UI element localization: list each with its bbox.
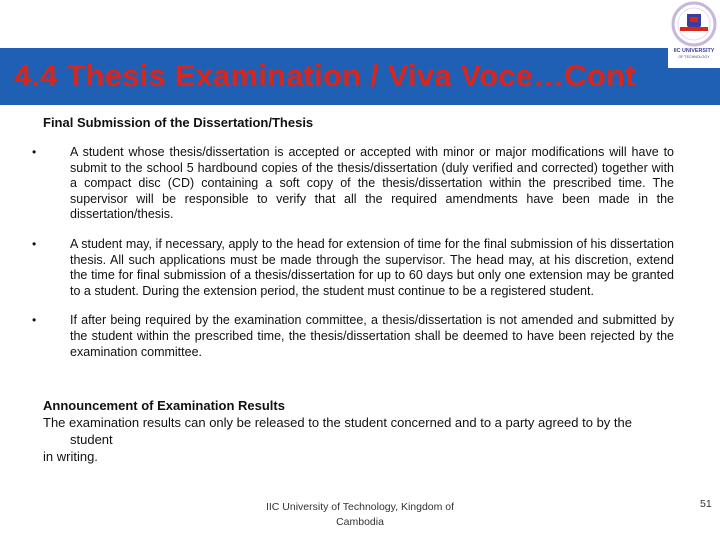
bullet-text: A student may, if necessary, apply to the head for extension of time for the final submission of his dissertation thesis. All such applications must be made through the supervisor. The head may, at his discretion, extend the time for final submission of a thesis/dissertation for up to 60 days but only one extension may be granted to a student. During the extension period, the student must continue to be a registered student. (70, 236, 674, 298)
bullet-icon: • (32, 145, 37, 159)
list-item (28, 313, 674, 360)
announcement-body-end: in writing. (43, 449, 98, 464)
list-item (28, 145, 674, 223)
list-item (28, 237, 674, 299)
svg-text:OF TECHNOLOGY: OF TECHNOLOGY (678, 55, 710, 59)
bullet-text: If after being required by the examination committee, a thesis/dissertation is not amended and submitted by the student within the prescribed time, the thesis/dissertation shall be deemed to have been rejected by the examination committee. (70, 313, 674, 359)
slide-title: 4.4 Thesis Examination / Viva Voce…Cont (14, 58, 636, 93)
announcement-block (43, 397, 673, 465)
announcement-body: The examination results can only be released to the student concerned and to a party agreed to by the student (43, 415, 632, 447)
title-bar (0, 48, 720, 105)
bullet-icon: • (32, 313, 37, 328)
bullet-list (28, 145, 674, 374)
slide-footer: IIC University of Technology, Kingdom of Cambodia (265, 501, 455, 528)
bullet-text: A student whose thesis/dissertation is accepted or accepted with minor or major modifications will have to submit to the school 5 hardbound copies of the thesis/dissertation (duly verified and corrected) together with a compact disc (CD) containing a soft copy of the thesis/dissertation within the prescribed time. The supervisor will be responsible to verify that all the required amendments have been made in the dissertation/thesis. (70, 145, 674, 222)
bullet-icon: • (32, 236, 37, 251)
announcement-heading: Announcement of Examination Results (43, 398, 285, 413)
university-logo (668, 0, 720, 68)
page-number: 51 (700, 498, 712, 510)
svg-text:IIC UNIVERSITY: IIC UNIVERSITY (673, 48, 715, 54)
section-heading: Final Submission of the Dissertation/Thesis (43, 115, 314, 130)
